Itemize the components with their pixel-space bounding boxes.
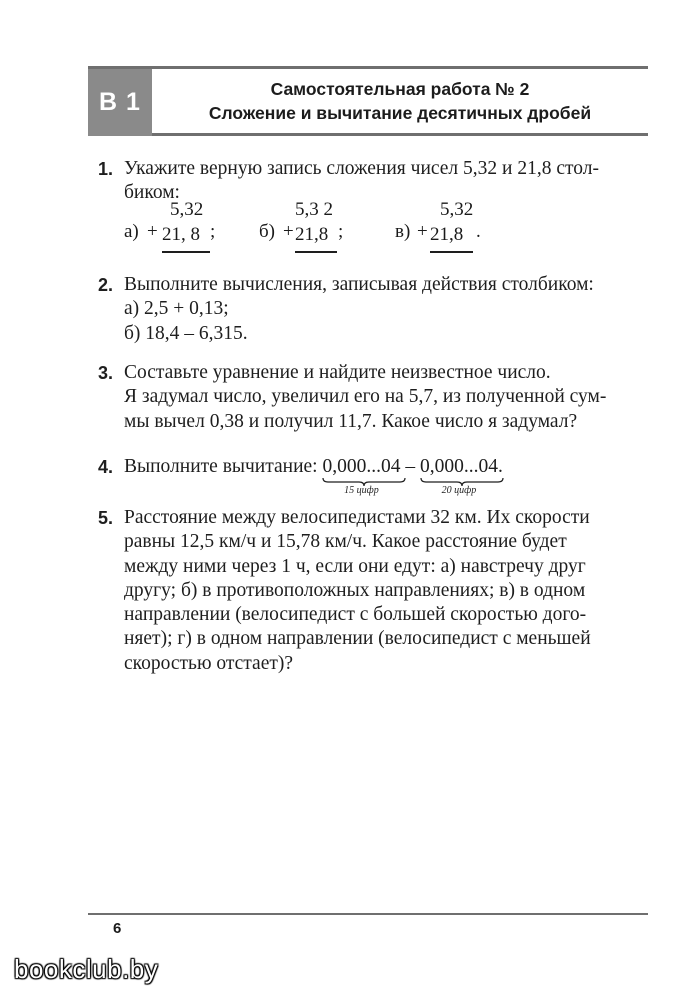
task-1-line-1: Укажите верную запись сложения чисел 5,32 и 21,8 стол-	[124, 158, 599, 179]
task-2-line-1: Выполните вычисления, записывая действия столбиком:	[124, 274, 594, 295]
option-a-sum-line	[162, 251, 210, 253]
title-line-2: Сложение и вычитание десятичных дробей	[208, 103, 592, 123]
term-2	[419, 455, 498, 496]
header-bottom-rule	[152, 133, 648, 136]
option-a-end: ;	[210, 221, 216, 242]
option-c-top-number: 5,32	[440, 199, 474, 220]
task-4	[98, 455, 650, 496]
task-2-text	[124, 273, 650, 346]
minus-sign: –	[400, 456, 420, 477]
task-4-number: 4.	[98, 457, 114, 477]
task-3-text	[124, 361, 650, 434]
task-5-line: между ними через 1 ч, если они едут: а) навстречу друг	[124, 555, 586, 577]
watermark: bookclub.by	[14, 954, 159, 984]
option-c-label: в)	[395, 221, 411, 242]
term-1	[322, 455, 401, 496]
task-5-line: равны 12,5 км/ч и 15,78 км/ч. Какое расстояние будет	[124, 531, 567, 553]
option-b-label: б)	[259, 221, 275, 242]
plus-sign: +	[417, 221, 428, 242]
task-3-number: 3.	[98, 363, 114, 383]
task-3-line-2: Я задумал число, увеличил его на 5,7, из полученной сум-	[124, 386, 607, 408]
task-2-item-b: б) 18,4 – 6,315.	[124, 322, 248, 344]
task-1-number: 1.	[98, 159, 114, 179]
option-c-sum-line	[430, 251, 473, 253]
option-b-end: ;	[338, 221, 344, 242]
task-5	[98, 506, 650, 676]
task-5-line: направлении (велосипедист с большей скоростью дого-	[124, 604, 587, 626]
plus-sign: +	[147, 221, 158, 242]
task-5-number: 5.	[98, 508, 114, 528]
header-top-rule	[88, 66, 648, 69]
task-1-line-2: биком:	[124, 182, 180, 204]
task-5-line: Расстояние между велосипедистами 32 км. Их скорости	[124, 507, 590, 528]
page-number: 6	[113, 920, 122, 937]
task-3-line-3: мы вычел 0,38 и получил 11,7. Какое число я задумал?	[124, 410, 578, 432]
task-4-prompt: Выполните вычитание:	[124, 456, 323, 477]
variant-badge: В 1	[88, 69, 152, 136]
title-line-1: Самостоятельная работа № 2	[270, 79, 530, 99]
option-b-top-number: 5,3 2	[295, 199, 333, 220]
option-b-sum-line	[295, 251, 337, 253]
task-3-line-1: Составьте уравнение и найдите неизвестное число.	[124, 362, 551, 383]
task-4-end: .	[497, 456, 503, 477]
term-2-value: 0,000...04	[419, 456, 498, 477]
task-2-number: 2.	[98, 275, 114, 295]
plus-sign: +	[283, 221, 294, 242]
task-3	[98, 361, 650, 434]
task-5-line: няет); г) в одном направлении (велосипедист с меньшей	[124, 628, 591, 650]
option-b-bottom-number: 21,8	[295, 224, 329, 245]
worksheet-title	[152, 77, 648, 125]
option-a-label: а)	[124, 221, 139, 242]
footer-rule	[88, 913, 648, 915]
term-1-caption: 15 цифр	[344, 485, 379, 496]
term-2-caption: 20 цифр	[441, 485, 477, 496]
task-5-line: скоростью отстает)?	[124, 652, 294, 674]
task-5-text	[124, 506, 650, 676]
task-2	[98, 273, 650, 346]
term-1-value: 0,000...04	[322, 456, 401, 477]
option-a-top-number: 5,32	[170, 199, 204, 220]
option-c-end: .	[476, 221, 481, 242]
option-a-bottom-number: 21, 8	[162, 224, 200, 245]
task-4-text	[124, 455, 650, 496]
task-2-item-a: а) 2,5 + 0,13;	[124, 298, 229, 320]
task-5-line: другу; б) в противоположных направлениях; в) в одном	[124, 579, 586, 601]
option-c-bottom-number: 21,8	[430, 224, 464, 245]
